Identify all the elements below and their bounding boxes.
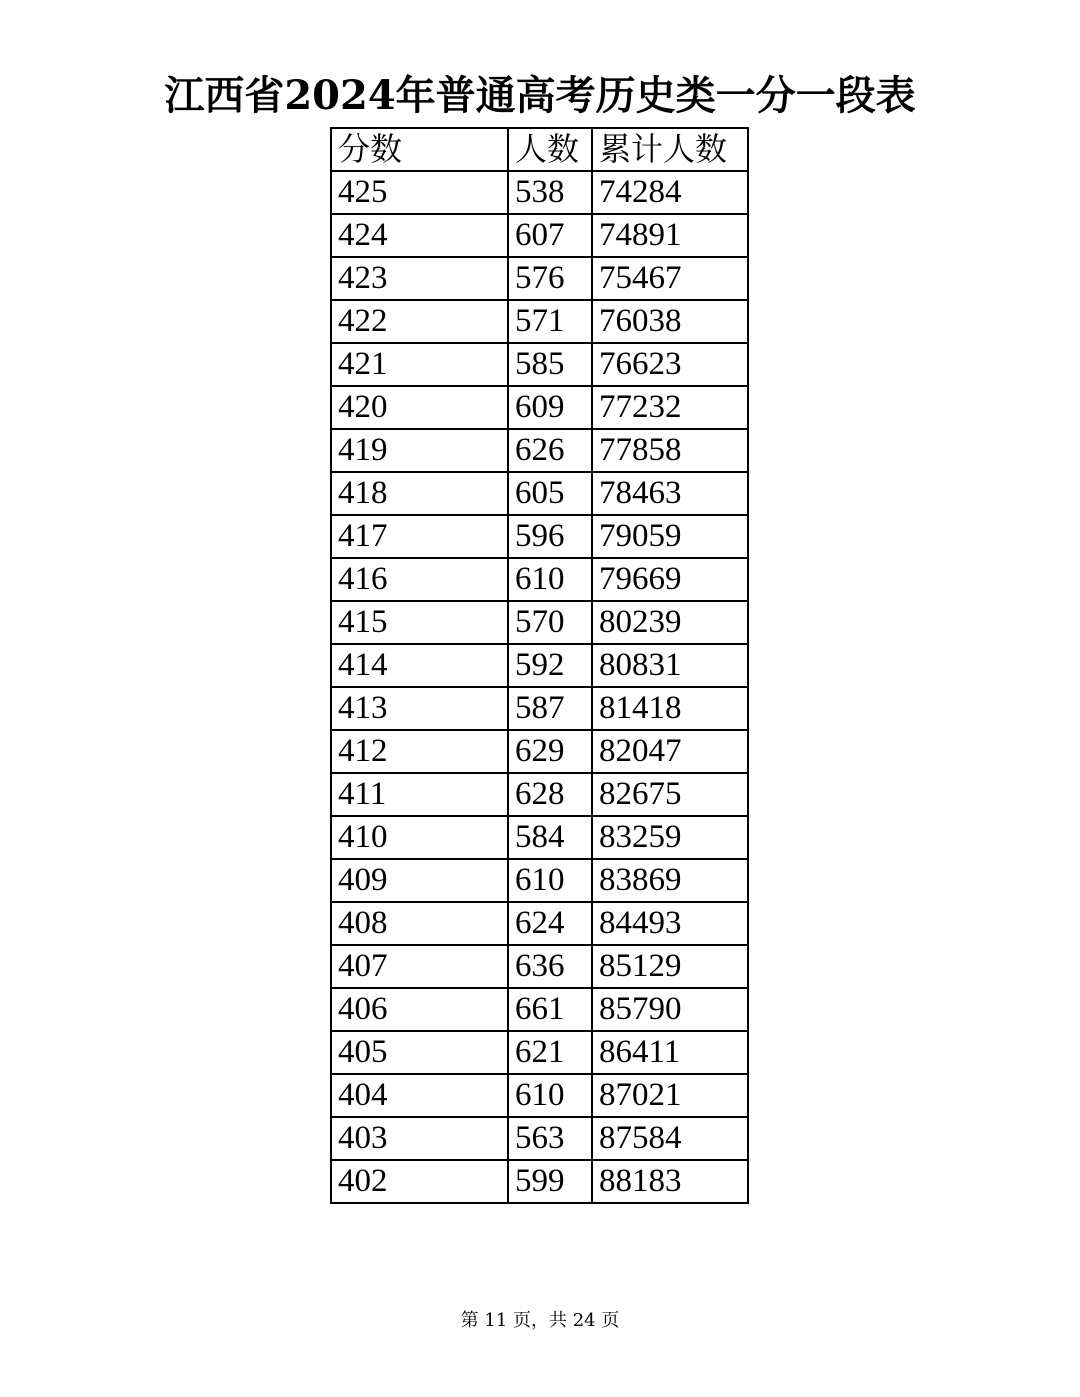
table-row xyxy=(331,1117,748,1160)
cell-score: 410 xyxy=(331,816,508,859)
table-row xyxy=(331,644,748,687)
cell-cumulative: 85129 xyxy=(592,945,748,988)
page-title: 江西省2024年普通高考历史类一分一段表 xyxy=(164,72,916,119)
cell-cumulative: 78463 xyxy=(592,472,748,515)
table-row xyxy=(331,816,748,859)
cell-count: 592 xyxy=(508,644,592,687)
cell-score: 416 xyxy=(331,558,508,601)
table-row xyxy=(331,214,748,257)
cell-cumulative: 79669 xyxy=(592,558,748,601)
cell-count: 624 xyxy=(508,902,592,945)
cell-count: 605 xyxy=(508,472,592,515)
cell-score: 411 xyxy=(331,773,508,816)
cell-count: 570 xyxy=(508,601,592,644)
table-row xyxy=(331,429,748,472)
cell-count: 576 xyxy=(508,257,592,300)
cell-count: 610 xyxy=(508,558,592,601)
table-row xyxy=(331,300,748,343)
cell-cumulative: 79059 xyxy=(592,515,748,558)
cell-cumulative: 83869 xyxy=(592,859,748,902)
table-row xyxy=(331,386,748,429)
table-row xyxy=(331,988,748,1031)
table-row xyxy=(331,859,748,902)
cell-score: 405 xyxy=(331,1031,508,1074)
table-row xyxy=(331,1160,748,1203)
cell-cumulative: 76038 xyxy=(592,300,748,343)
cell-cumulative: 86411 xyxy=(592,1031,748,1074)
table-row xyxy=(331,1074,748,1117)
table-row xyxy=(331,730,748,773)
cell-count: 610 xyxy=(508,859,592,902)
table-row xyxy=(331,257,748,300)
table-row xyxy=(331,343,748,386)
cell-cumulative: 80239 xyxy=(592,601,748,644)
cell-count: 571 xyxy=(508,300,592,343)
cell-cumulative: 74284 xyxy=(592,171,748,214)
cell-count: 629 xyxy=(508,730,592,773)
cell-score: 414 xyxy=(331,644,508,687)
cell-score: 404 xyxy=(331,1074,508,1117)
cell-score: 425 xyxy=(331,171,508,214)
table-row xyxy=(331,945,748,988)
cell-cumulative: 82047 xyxy=(592,730,748,773)
cell-count: 626 xyxy=(508,429,592,472)
table-row xyxy=(331,558,748,601)
cell-score: 417 xyxy=(331,515,508,558)
table-row xyxy=(331,773,748,816)
cell-count: 621 xyxy=(508,1031,592,1074)
header-score: 分数 xyxy=(331,128,508,171)
cell-cumulative: 75467 xyxy=(592,257,748,300)
cell-cumulative: 83259 xyxy=(592,816,748,859)
cell-cumulative: 76623 xyxy=(592,343,748,386)
header-cumulative: 累计人数 xyxy=(592,128,748,171)
cell-score: 423 xyxy=(331,257,508,300)
cell-count: 563 xyxy=(508,1117,592,1160)
cell-score: 408 xyxy=(331,902,508,945)
cell-score: 403 xyxy=(331,1117,508,1160)
score-distribution-table xyxy=(330,127,749,1204)
cell-count: 584 xyxy=(508,816,592,859)
cell-score: 415 xyxy=(331,601,508,644)
cell-score: 422 xyxy=(331,300,508,343)
cell-score: 419 xyxy=(331,429,508,472)
page-footer: 第 11 页，共 24 页 xyxy=(460,1310,620,1331)
cell-cumulative: 80831 xyxy=(592,644,748,687)
cell-cumulative: 81418 xyxy=(592,687,748,730)
cell-count: 661 xyxy=(508,988,592,1031)
cell-cumulative: 87584 xyxy=(592,1117,748,1160)
cell-score: 421 xyxy=(331,343,508,386)
header-count: 人数 xyxy=(508,128,592,171)
cell-cumulative: 85790 xyxy=(592,988,748,1031)
table-row xyxy=(331,687,748,730)
cell-count: 636 xyxy=(508,945,592,988)
cell-count: 628 xyxy=(508,773,592,816)
cell-score: 406 xyxy=(331,988,508,1031)
cell-count: 585 xyxy=(508,343,592,386)
cell-cumulative: 77858 xyxy=(592,429,748,472)
cell-count: 610 xyxy=(508,1074,592,1117)
cell-score: 418 xyxy=(331,472,508,515)
cell-count: 587 xyxy=(508,687,592,730)
cell-cumulative: 87021 xyxy=(592,1074,748,1117)
cell-score: 420 xyxy=(331,386,508,429)
table-row xyxy=(331,472,748,515)
cell-cumulative: 82675 xyxy=(592,773,748,816)
cell-count: 599 xyxy=(508,1160,592,1203)
cell-cumulative: 84493 xyxy=(592,902,748,945)
cell-score: 412 xyxy=(331,730,508,773)
cell-cumulative: 77232 xyxy=(592,386,748,429)
cell-score: 409 xyxy=(331,859,508,902)
cell-score: 413 xyxy=(331,687,508,730)
cell-count: 538 xyxy=(508,171,592,214)
cell-count: 609 xyxy=(508,386,592,429)
cell-score: 402 xyxy=(331,1160,508,1203)
cell-score: 407 xyxy=(331,945,508,988)
table-row xyxy=(331,515,748,558)
cell-count: 607 xyxy=(508,214,592,257)
cell-score: 424 xyxy=(331,214,508,257)
cell-cumulative: 88183 xyxy=(592,1160,748,1203)
cell-cumulative: 74891 xyxy=(592,214,748,257)
table-row xyxy=(331,1031,748,1074)
table-header-row xyxy=(331,128,748,171)
table-row xyxy=(331,601,748,644)
table-row xyxy=(331,902,748,945)
table-row xyxy=(331,171,748,214)
table-body xyxy=(331,171,748,1203)
cell-count: 596 xyxy=(508,515,592,558)
